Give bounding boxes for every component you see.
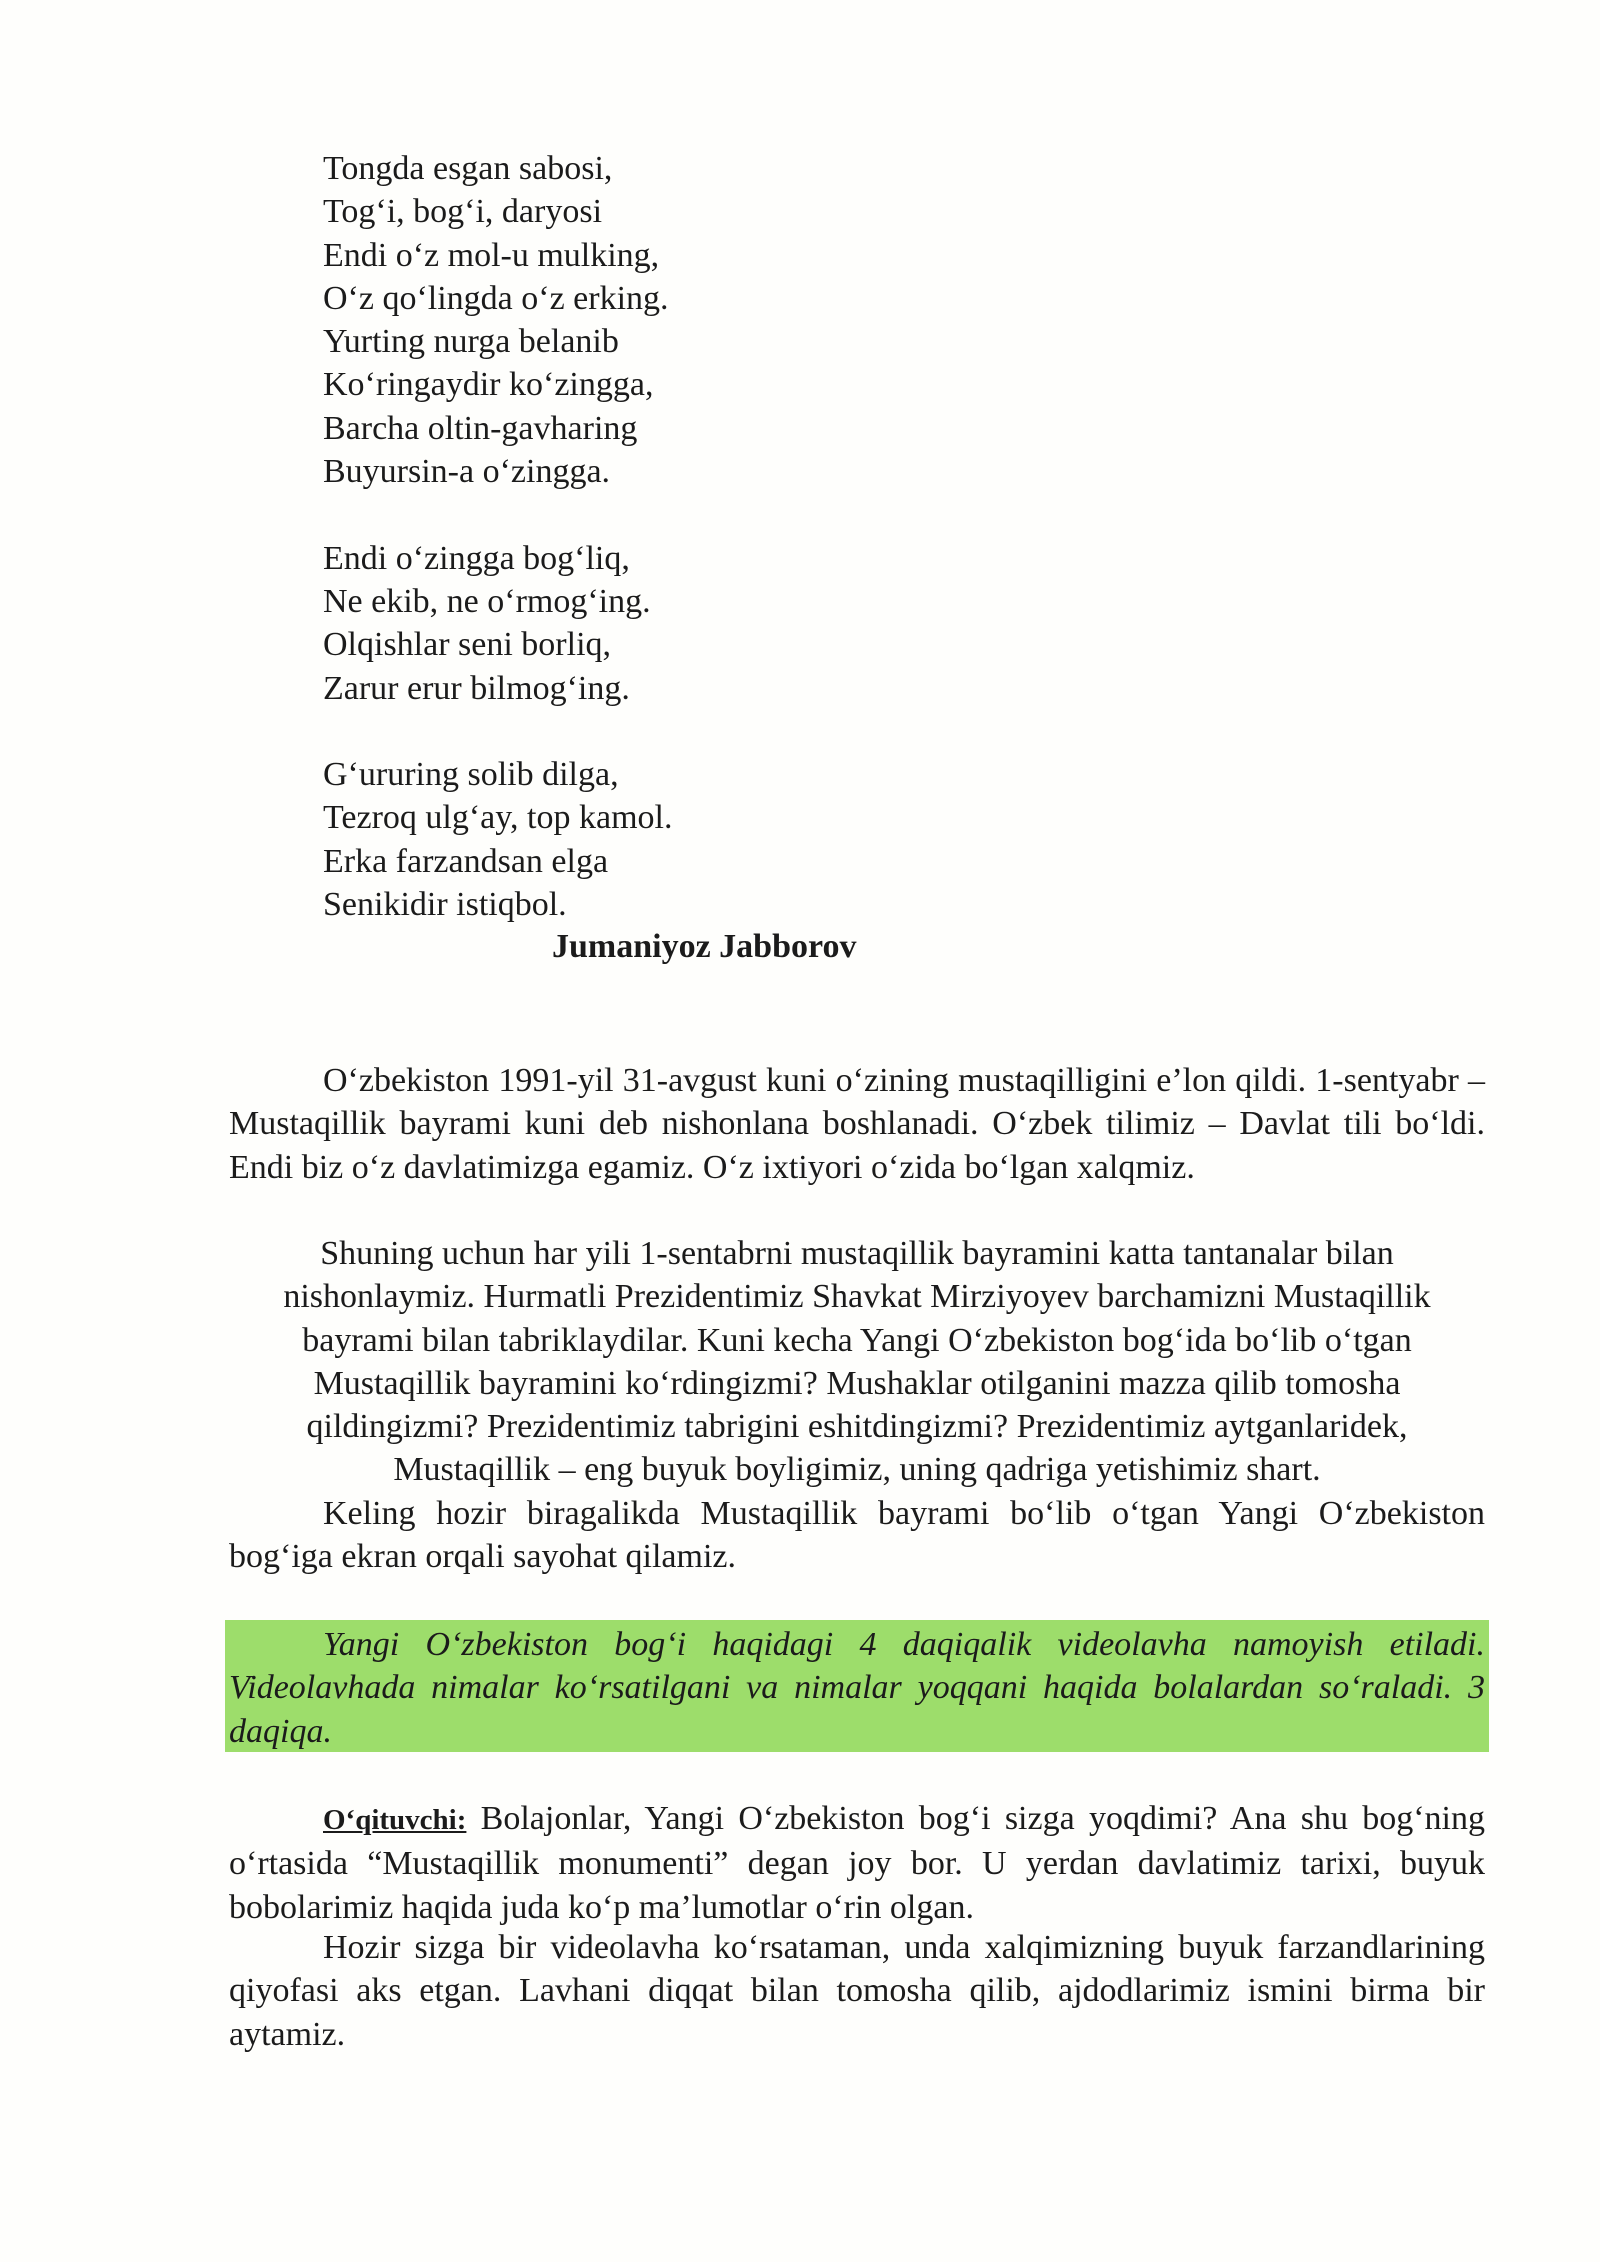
poem-line: Erka farzandsan elga <box>323 842 609 880</box>
poem-line: Buyursin-a o‘zingga. <box>323 453 611 491</box>
poem-line: Olqishlar seni borliq, <box>323 626 612 664</box>
poem-author: Jumaniyoz Jabborov <box>552 928 857 965</box>
paragraph-teacher-speech <box>229 1797 1485 1929</box>
poem-line: Zarur erur bilmog‘ing. <box>323 669 630 707</box>
poem-line: Tog‘i, bog‘i, daryosi <box>323 193 603 231</box>
poem-line: G‘ururing solib dilga, <box>323 756 619 794</box>
paragraph-ancestors-video: Hozir sizga bir videolavha ko‘rsataman, unda xalqimizning buyuk farzandlarining qiyofasi aks etgan. Lavhani diqqat bilan tomosha qilib, ajdodlarimiz ismini birma bir aytamiz. <box>229 1929 1485 2053</box>
speaker-label: O‘qituvchi: <box>323 1804 467 1836</box>
poem-line: Ne ekib, ne o‘rmog‘ing. <box>323 582 651 620</box>
paragraph-independence: O‘zbekiston 1991-yil 31-avgust kuni o‘zining mustaqilligini e’lon qildi. 1-sentyabr – Mustaqillik bayrami kuni deb nishonlana boshlanadi. O‘zbek tilimiz – Davlat tili bo‘ldi. Endi biz o‘z davlatimizga egamiz. O‘z ixtiyori o‘zida bo‘lgan xalqmiz. <box>229 1062 1485 1186</box>
poem-line: Barcha oltin-gavharing <box>323 409 638 447</box>
poem-stanza-1 <box>323 147 672 493</box>
poem-line: Endi o‘zingga bog‘liq, <box>323 539 630 577</box>
poem-line: Endi o‘z mol-u mulking, <box>323 236 660 274</box>
poem-line: Yurting nurga belanib <box>323 323 619 361</box>
paragraph-celebration: Shuning uchun har yili 1-sentabrni mustaqillik bayramini katta tantanalar bilan nishonlaymiz. Hurmatli Prezidentimiz Shavkat Mirziyoyev barchamizni Mustaqillik bayrami bilan tabriklaydilar. Kuni kecha Yangi O‘zbekiston bog‘ida bo‘lib o‘tgan Mustaqillik bayramini ko‘rdingizmi? Mushaklar otilganini mazza qilib tomosha qildingizmi? Prezidentimiz tabrigini eshitdingizmi? Prezidentimiz aytganlaridek, Mustaqillik – eng buyuk boyligimiz, uning qadriga yetishimiz shart. <box>283 1235 1431 1489</box>
poem-line: Ko‘ringaydir ko‘zingga, <box>323 366 654 404</box>
poem-stanza-2 <box>323 537 672 710</box>
poem-stanza-3 <box>323 753 672 926</box>
poem-line: Senikidir istiqbol. <box>323 886 567 924</box>
poem <box>323 147 672 926</box>
paragraph-virtual-tour: Keling hozir biragalikda Mustaqillik bayrami bo‘lib o‘tgan Yangi O‘zbekiston bog‘iga ekran orqali sayohat qilamiz. <box>229 1495 1485 1576</box>
teacher-speech-text: Bolajonlar, Yangi O‘zbekiston bog‘i sizga yoqdimi? Ana shu bog‘ning o‘rtasida “Mustaqillik monumenti” degan joy bor. U yerdan davlatimiz tarixi, buyuk bobolarimiz haqida juda ko‘p ma’lumotlar o‘rin olgan. <box>229 1800 1485 1926</box>
poem-line: O‘z qo‘lingda o‘z erking. <box>323 279 669 317</box>
paragraph-video-instruction: Yangi O‘zbekiston bog‘i haqidagi 4 daqiqalik videolavha namoyish etiladi. Videolavhada nimalar ko‘rsatilgani va nimalar yoqqani haqida bolalardan so‘raladi. 3 daqiqa. <box>229 1626 1485 1750</box>
poem-line: Tezroq ulg‘ay, top kamol. <box>323 799 673 837</box>
poem-line: Tongda esgan sabosi, <box>323 150 613 187</box>
